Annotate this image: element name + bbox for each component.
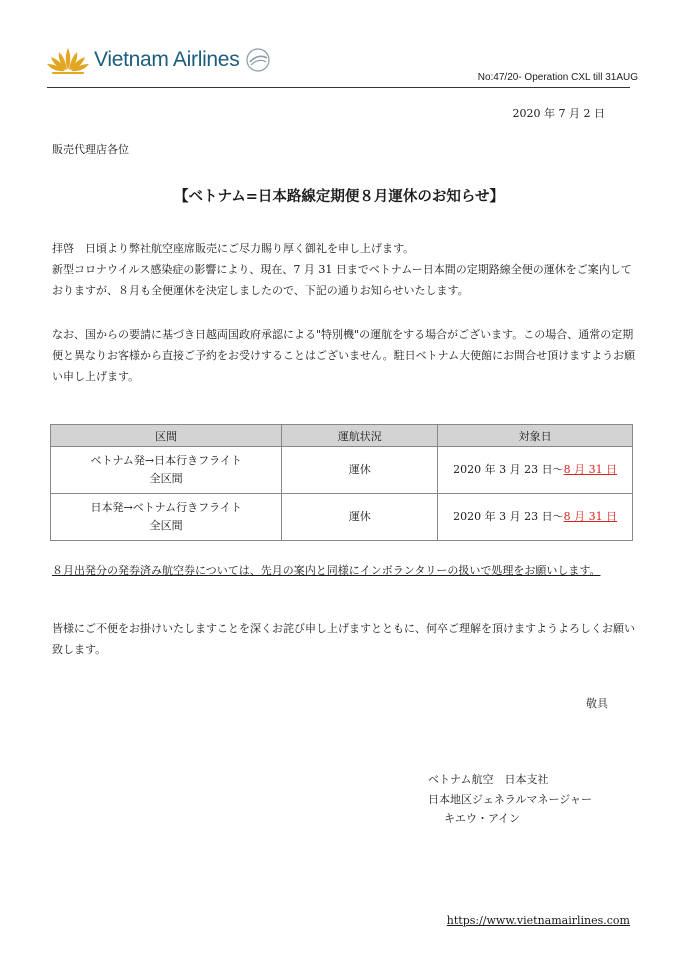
- skyteam-alliance-icon: [245, 47, 271, 73]
- lotus-logo-icon: [46, 45, 90, 75]
- vietnam-airlines-logo: [46, 40, 271, 80]
- table-header-row: [51, 425, 633, 447]
- intro-paragraph: 拝啓 日頃より弊社航空座席販売にご尽力賜り厚く御礼を申し上げます。 新型コロナウイルス感染症の影響により、現在、7 月 31 日までベトナムー日本間の定期路線全便の運休をご案内しておりますが、８月も全便運休を決定しましたので、下記の通りお知らせいたします。: [52, 242, 632, 297]
- signature-company: ベトナム航空 日本支社: [428, 773, 549, 786]
- date-start: 2020 年 3 月 23 日〜: [453, 510, 564, 523]
- status-cell: 運休: [282, 447, 438, 494]
- notice-title: 【ベトナム=日本路線定期便８月運休のお知らせ】: [174, 189, 504, 205]
- document-reference: No:47/20- Operation CXL till 31AUG: [477, 72, 638, 83]
- status-cell: 運休: [282, 494, 438, 541]
- ticket-handling-notice: ８月出発分の発券済み航空券については、先月の案内と同様にインボランタリーの扱いで処理をお願いします。: [52, 564, 601, 577]
- table-row: [51, 494, 633, 541]
- suspension-table: [50, 424, 633, 541]
- website-link[interactable]: https://www.vietnamairlines.com: [446, 914, 630, 927]
- header-route: 区間: [51, 425, 282, 447]
- signature-title: 日本地区ジェネラルマネージャー: [428, 793, 593, 806]
- date-start: 2020 年 3 月 23 日〜: [453, 463, 564, 476]
- closing-word: 敬具: [586, 697, 608, 710]
- route-cell: ベトナム発→日本行きフライト 全区間: [51, 447, 282, 494]
- date-end: 8 月 31 日: [563, 463, 618, 476]
- date-end: 8 月 31 日: [563, 510, 618, 523]
- signature-name: キエウ・アイン: [444, 812, 521, 825]
- header-divider: [47, 87, 630, 88]
- date-cell: [438, 447, 633, 494]
- special-flights-paragraph: なお、国からの要請に基づき日越両国政府承認による"特別機"の運航をする場合がございます。この場合、通常の定期便と異なりお客様から直接ご予約をお受けすることはございません。駐日ベトナム大使館にお問合せ頂けますようお願い申し上げます。: [52, 328, 636, 383]
- apology-paragraph: 皆様にご不便をお掛けいたしますことを深くお詫び申し上げますとともに、何卒ご理解を頂けますようよろしくお願い致します。: [52, 622, 635, 656]
- brand-name: Vietnam Airlines: [94, 48, 240, 71]
- document-date: 2020 年 7 月 2 日: [512, 107, 605, 120]
- date-cell: [438, 494, 633, 541]
- header-status: 運航状況: [282, 425, 438, 447]
- header-dates: 対象日: [438, 425, 633, 447]
- route-cell: 日本発→ベトナム行きフライト 全区間: [51, 494, 282, 541]
- table-row: [51, 447, 633, 494]
- addressee: 販売代理店各位: [52, 143, 129, 156]
